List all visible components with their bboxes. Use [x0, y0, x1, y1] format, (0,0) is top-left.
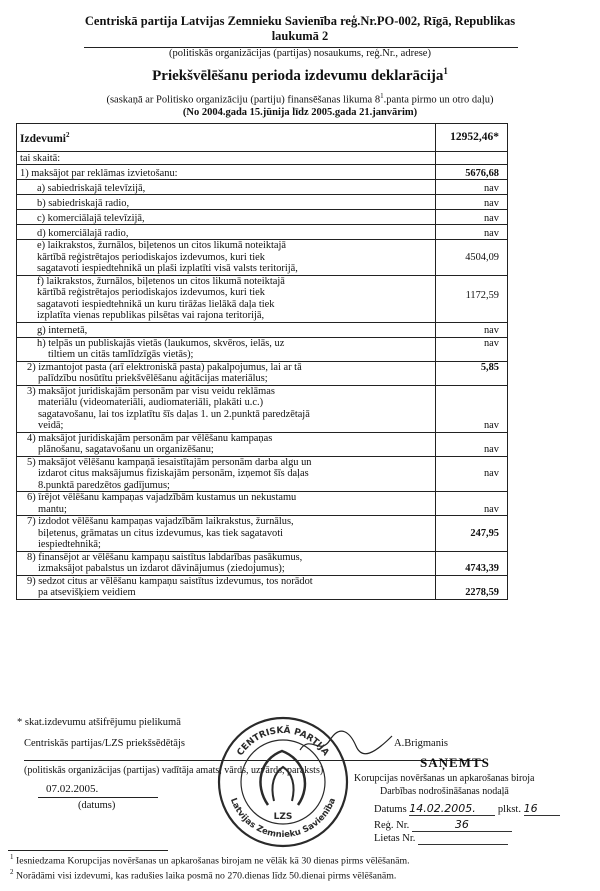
signer-caption: (politiskās organizācijas (partijas) vadītāja amats, vārds, uzvārds, paraksts): [24, 765, 324, 776]
table-row: 6) īrējot vēlēšanu kampaņas vajadzībām kustamus un nekustamu mantu; nav: [17, 492, 508, 516]
table-row: d) komerciālajā radio, nav: [17, 225, 508, 240]
table-row: 8) finansējot ar vēlēšanu kampaņu saistītus labdarības pasākumus, izmaksājot pabalstus un izdarot dāvinājumus (ziedojumus); 4743,39: [17, 551, 508, 575]
table-row: 3) maksājot juridiskajām personām par visu veidu reklāmas materiālu (videomateriāli, audiomateriāli, plakāti u.c.) sagatavošanu, lai tos izplatītu šīs daļas 1. un 2.punktā paredzētajā veidā; nav: [17, 385, 508, 432]
stamp-arc-top: CENTRISKĀ PARTIJA: [235, 725, 331, 758]
receipt-reg-row: Reģ. Nr. 36: [374, 818, 512, 832]
party-stamp: [216, 715, 350, 849]
table-row: g) internetā, nav: [17, 322, 508, 337]
org-caption: (politiskās organizācijas (partijas) nosaukums, reģ.Nr., adrese): [169, 48, 431, 59]
footnote-1: $^1$ Iesniedzama Korupcijas novēršanas un apkarošanas birojam ne vēlāk kā 30 dienas pirms vēlēšanām.: [10, 853, 410, 867]
table-row: 9) sedzot citus ar vēlēšanu kampaņu saistītus izdevumus, tos norādot pa atsevišķiem veidiem 2278,59: [17, 575, 508, 599]
receipt-department: Darbības nodrošināšanas nodaļā: [380, 786, 509, 797]
table-row: b) sabiedriskajā radio, nav: [17, 195, 508, 210]
table-row: tai skaitā:: [17, 152, 508, 165]
footnote-2: $^2$ Norādāmi visi izdevumi, kas radušies laika posmā no 270.dienas līdz 50.dienai pirms vēlēšanām.: [10, 868, 397, 882]
table-row: c) komerciālajā televīzijā, nav: [17, 210, 508, 225]
table-row: a) sabiedriskajā televīzijā, nav: [17, 180, 508, 195]
table-row: e) laikrakstos, žurnālos, biļetenos un citos likumā noteiktajā kārtībā reģistrētajos periodiskajos izdevumos, kuri tiek sagatavoti iespiedtehnikā un plaši izplatīti visā valsts teritorijā, 4504,09: [17, 240, 508, 276]
signer-role: Centriskās partijas/LZS priekšsēdētājs: [24, 738, 185, 749]
receipt-date-row: Datums 14.02.2005. plkst. 16: [374, 802, 560, 816]
table-row: 2) izmantojot pasta (arī elektroniskā pasta) pakalpojumus, lai ar tā palīdzību nosūtītu priekšvēlēšanu aģitācijas materiālus; 5,85: [17, 361, 508, 385]
table-row-total: Izdevumi$^2$ 12952,46*: [17, 124, 508, 152]
expenses-table: [16, 123, 508, 600]
table-row: 1) maksājot par reklāmas izvietošanu: 5676,68: [17, 165, 508, 180]
document-title: Priekšvēlēšanu perioda izdevumu deklarācija$^1$: [152, 66, 448, 84]
reporting-period: (No 2004.gada 15.jūnija līdz 2005.gada 21.janvārim): [182, 107, 418, 118]
signer-name: A.Brigmanis: [394, 738, 448, 749]
declaration-date: 07.02.2005.: [46, 783, 99, 795]
stamp-arc-bottom: Latvijas Zemnieku Savienība: [227, 796, 339, 841]
table-row: f) laikrakstos, žurnālos, biļetenos un citos likumā noteiktajā kārtībā reģistrētajos periodiskajos izdevumos, kuri tiek sagatavoti iespiedtehnikā un kuru tirāžas lielākā daļa tiek izplatīta vienas republikas pilsētas vai rajona teritorijā, 1172,59: [17, 275, 508, 322]
total-amount: 12952,46*: [436, 124, 508, 152]
legal-basis: (saskaņā ar Politisko organizāciju (partiju) finansēšanas likuma $8^1.panta$ pirmo un otro daļu): [106, 92, 494, 106]
organization-name: Centriskā partija Latvijas Zemnieku Savienība reģ.Nr.PO-002, Rīgā, Republikas laukumā 2: [84, 14, 516, 43]
date-caption: (datums): [78, 800, 116, 811]
stamp-center: LZS: [273, 812, 293, 822]
footnote-divider: [8, 850, 168, 851]
table-row: 5) maksājot vēlēšanu kampaņā iesaistītajām personām darba algu un izdarot citus maksājumus fiziskajām personām, izņemot šīs daļas 8.punktā paredzētos gadījumus; nav: [17, 456, 508, 492]
table-row: h) telpās un publiskajās vietās (laukumos, skvēros, ielās, uz tiltiem un citās tamlīdzīgās vietās); nav: [17, 337, 508, 361]
receipt-office: Korupcijas novēršanas un apkarošanas biroja: [354, 773, 535, 784]
asterisk-note: * skat.izdevumu atšifrējumu pielikumā: [17, 717, 181, 728]
date-underline: [38, 797, 158, 798]
receipt-case-row: Lietas Nr.: [374, 833, 508, 845]
receipt-title: SAŅEMTS: [420, 755, 490, 770]
table-row: 7) izdodot vēlēšanu kampaņas vajadzībām laikrakstus, žurnālus, biļetenus, grāmatas un citus izdevumus, kas tiek sagatavoti iespiedtehnikā; 247,95: [17, 516, 508, 552]
table-row: 4) maksājot juridiskajām personām par vēlēšanu kampaņas plānošanu, sagatavošanu un organizēšanu; nav: [17, 432, 508, 456]
